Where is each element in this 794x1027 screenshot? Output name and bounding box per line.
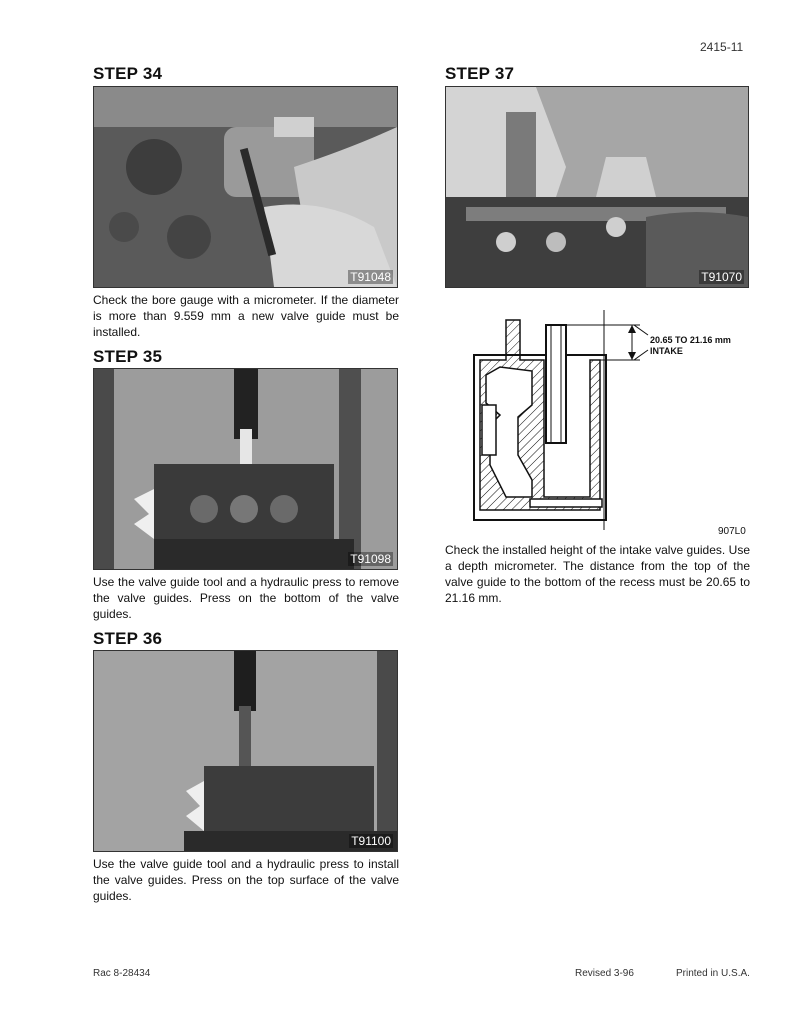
step-34-photo: [93, 86, 398, 288]
step-35-photo-code: T91098: [350, 552, 391, 566]
step-36-photo: [93, 650, 398, 852]
step-37-heading: STEP 37: [445, 64, 515, 83]
footer-printed-in: Printed in U.S.A.: [676, 968, 750, 979]
diagram-dimension-label: 20.65 TO 21.16 mm: [650, 335, 731, 345]
step-37-text: Check the installed height of the intake valve guides. Use a depth micrometer. The distance from the top of the valve guide to the bottom of the recess must be 20.65 to 21.16 mm.: [445, 543, 750, 605]
step-34-photo-code: T91048: [350, 270, 391, 284]
step-35-heading: STEP 35: [93, 347, 163, 366]
valve-guide-diagram: [470, 305, 750, 530]
press-remove-photo-image: [94, 369, 397, 569]
step-36-photo-code: T91100: [351, 834, 391, 848]
diagram-intake-label: INTAKE: [650, 346, 683, 356]
depth-micrometer-photo-image: [446, 87, 748, 287]
step-36-text: Use the valve guide tool and a hydraulic press to install the valve guides. Press on the top surface of the valve guides.: [93, 857, 399, 903]
step-34-heading: STEP 34: [93, 64, 163, 83]
step-35-photo: [93, 368, 398, 570]
footer-revised-date: Revised 3-96: [575, 968, 634, 979]
page-number: 2415-11: [700, 40, 744, 54]
footer-document-number: Rac 8-28434: [93, 968, 151, 979]
step-37-photo: [445, 86, 749, 288]
step-37-photo-code: T91070: [701, 270, 742, 284]
press-install-photo-image: [94, 651, 397, 851]
step-35-text: Use the valve guide tool and a hydraulic press to remove the valve guides. Press on the bottom of the valve guides.: [93, 575, 399, 621]
micrometer-photo-image: [94, 87, 397, 287]
step-34-text: Check the bore gauge with a micrometer. If the diameter is more than 9.559 mm a new valve guide must be installed.: [93, 293, 399, 339]
diagram-figure-code: 907L0: [718, 526, 746, 537]
step-36-heading: STEP 36: [93, 629, 163, 648]
